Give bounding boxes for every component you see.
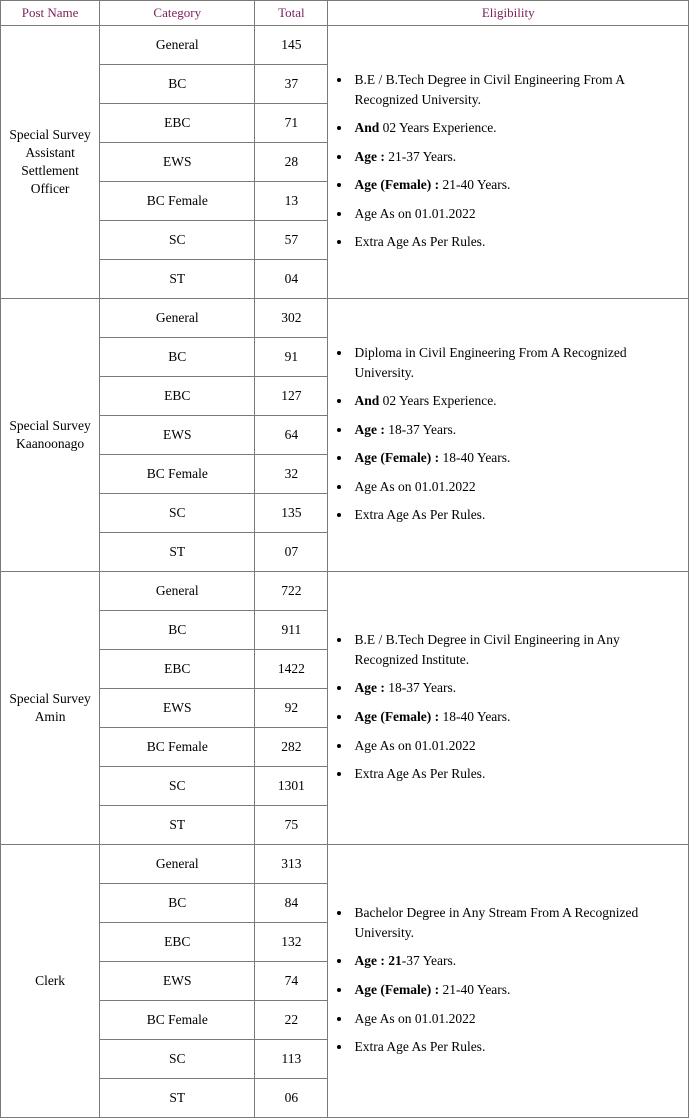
eligibility-item (352, 678, 680, 698)
eligibility-item-label: Age : 21 (354, 953, 402, 969)
category-cell: EWS (100, 143, 255, 182)
category-cell: EWS (100, 416, 255, 455)
eligibility-item (352, 118, 680, 138)
eligibility-item-text: 21-40 Years. (439, 177, 511, 193)
eligibility-item-text: Bachelor Degree in Any Stream From A Recognized University. (354, 905, 639, 940)
eligibility-item-text: 18-37 Years. (384, 421, 457, 437)
eligibility-item-text: B.E / B.Tech Degree in Civil Engineering From A Recognized University. (354, 72, 625, 107)
total-cell: 64 (255, 416, 328, 455)
category-cell: ST (100, 1079, 255, 1118)
total-cell: 07 (255, 533, 328, 572)
table-header (1, 1, 689, 26)
eligibility-item-text: 02 Years Experience. (379, 393, 497, 409)
header-total: Total (255, 1, 328, 26)
eligibility-item-text: 21-40 Years. (439, 982, 511, 997)
category-cell: General (100, 572, 255, 611)
category-cell: BC Female (100, 455, 255, 494)
category-cell: BC (100, 611, 255, 650)
eligibility-item-label: Age (Female) : (354, 450, 440, 466)
total-cell: 113 (255, 1040, 328, 1079)
eligibility-item (352, 736, 680, 756)
eligibility-item-label: And (354, 393, 380, 409)
eligibility-item-text: 02 Years Experience. (379, 120, 497, 136)
eligibility-item-label: Age (Female) : (354, 177, 440, 193)
category-cell: General (100, 845, 255, 884)
category-cell: EWS (100, 962, 255, 1001)
total-cell: 282 (255, 728, 328, 767)
total-cell: 1301 (255, 767, 328, 806)
category-cell: SC (100, 494, 255, 533)
eligibility-item-text: 18-40 Years. (439, 709, 511, 724)
post-name-cell: Special Survey Assistant Settlement Officer (1, 26, 100, 299)
eligibility-item (352, 175, 680, 195)
eligibility-item (352, 764, 680, 784)
eligibility-item-text: Age As on 01.01.2022 (354, 1010, 476, 1026)
total-cell: 313 (255, 845, 328, 884)
total-cell: 145 (255, 26, 328, 65)
post-name-cell: Clerk (1, 845, 100, 1118)
total-cell: 37 (255, 65, 328, 104)
category-cell: BC (100, 65, 255, 104)
eligibility-item-text: Age As on 01.01.2022 (354, 205, 476, 221)
eligibility-item (352, 70, 680, 109)
total-cell: 74 (255, 962, 328, 1001)
total-cell: 911 (255, 611, 328, 650)
header-eligibility: Eligibility (328, 1, 689, 26)
eligibility-item (352, 707, 680, 727)
eligibility-cell (328, 299, 689, 572)
eligibility-item (352, 147, 680, 167)
category-cell: SC (100, 221, 255, 260)
eligibility-item-text: Extra Age As Per Rules. (354, 507, 486, 523)
eligibility-item (352, 448, 680, 468)
total-cell: 57 (255, 221, 328, 260)
eligibility-item (352, 1037, 680, 1057)
eligibility-item (352, 232, 680, 252)
category-cell: EWS (100, 689, 255, 728)
total-cell: 722 (255, 572, 328, 611)
eligibility-list (336, 343, 680, 525)
eligibility-cell (328, 845, 689, 1118)
header-category: Category (100, 1, 255, 26)
eligibility-item-text: Diploma in Civil Engineering From A Recognized University. (354, 345, 627, 380)
total-cell: 127 (255, 377, 328, 416)
eligibility-item (352, 477, 680, 497)
eligibility-item-text: 21-37 Years. (384, 148, 457, 164)
total-cell: 28 (255, 143, 328, 182)
eligibility-item-label: Age (Female) : (354, 709, 440, 724)
post-name-cell: Special Survey Amin (1, 572, 100, 845)
eligibility-item-label: Age : (354, 680, 385, 696)
total-cell: 06 (255, 1079, 328, 1118)
category-cell: General (100, 299, 255, 338)
table-body (1, 26, 689, 1118)
eligibility-item-text: Extra Age As Per Rules. (354, 766, 486, 782)
category-cell: BC (100, 338, 255, 377)
total-cell: 75 (255, 806, 328, 845)
eligibility-list (336, 903, 680, 1056)
total-cell: 84 (255, 884, 328, 923)
total-cell: 32 (255, 455, 328, 494)
category-cell: BC Female (100, 1001, 255, 1040)
eligibility-item-text: Extra Age As Per Rules. (354, 234, 486, 250)
eligibility-item (352, 343, 680, 382)
eligibility-item-label: Age (Female) : (354, 982, 440, 997)
category-cell: EBC (100, 923, 255, 962)
eligibility-item-text: Age As on 01.01.2022 (354, 737, 476, 753)
eligibility-item-label: Age : (354, 421, 385, 437)
eligibility-item-text: 18-37 Years. (384, 680, 457, 696)
eligibility-list (336, 70, 680, 252)
eligibility-item (352, 980, 680, 1000)
category-cell: ST (100, 533, 255, 572)
category-cell: ST (100, 260, 255, 299)
category-cell: BC Female (100, 728, 255, 767)
category-cell: EBC (100, 377, 255, 416)
eligibility-item-text: Age As on 01.01.2022 (354, 478, 476, 494)
eligibility-item-text: Extra Age As Per Rules. (354, 1039, 486, 1055)
total-cell: 135 (255, 494, 328, 533)
table-row (1, 299, 689, 338)
total-cell: 91 (255, 338, 328, 377)
eligibility-item (352, 1009, 680, 1029)
category-cell: SC (100, 1040, 255, 1079)
category-cell: General (100, 26, 255, 65)
table-row (1, 572, 689, 611)
total-cell: 71 (255, 104, 328, 143)
total-cell: 1422 (255, 650, 328, 689)
header-row (1, 1, 689, 26)
table-row (1, 845, 689, 884)
eligibility-item-text: B.E / B.Tech Degree in Civil Engineering in Any Recognized Institute. (354, 632, 620, 667)
eligibility-item-text: 18-40 Years. (439, 450, 511, 466)
eligibility-cell (328, 26, 689, 299)
eligibility-item (352, 630, 680, 669)
category-cell: BC (100, 884, 255, 923)
eligibility-item (352, 391, 680, 411)
eligibility-cell (328, 572, 689, 845)
total-cell: 132 (255, 923, 328, 962)
total-cell: 13 (255, 182, 328, 221)
category-cell: ST (100, 806, 255, 845)
total-cell: 302 (255, 299, 328, 338)
eligibility-list (336, 630, 680, 783)
category-cell: EBC (100, 104, 255, 143)
header-post-name: Post Name (1, 1, 100, 26)
eligibility-item (352, 505, 680, 525)
eligibility-item (352, 903, 680, 942)
eligibility-item (352, 951, 680, 971)
category-cell: BC Female (100, 182, 255, 221)
category-cell: EBC (100, 650, 255, 689)
category-cell: SC (100, 767, 255, 806)
eligibility-item-label: Age : (354, 148, 385, 164)
post-name-cell: Special Survey Kaanoonago (1, 299, 100, 572)
eligibility-item (352, 204, 680, 224)
eligibility-item-label: And (354, 120, 380, 136)
eligibility-item-text: -37 Years. (401, 953, 457, 969)
total-cell: 22 (255, 1001, 328, 1040)
eligibility-item (352, 420, 680, 440)
table-row (1, 26, 689, 65)
total-cell: 04 (255, 260, 328, 299)
total-cell: 92 (255, 689, 328, 728)
